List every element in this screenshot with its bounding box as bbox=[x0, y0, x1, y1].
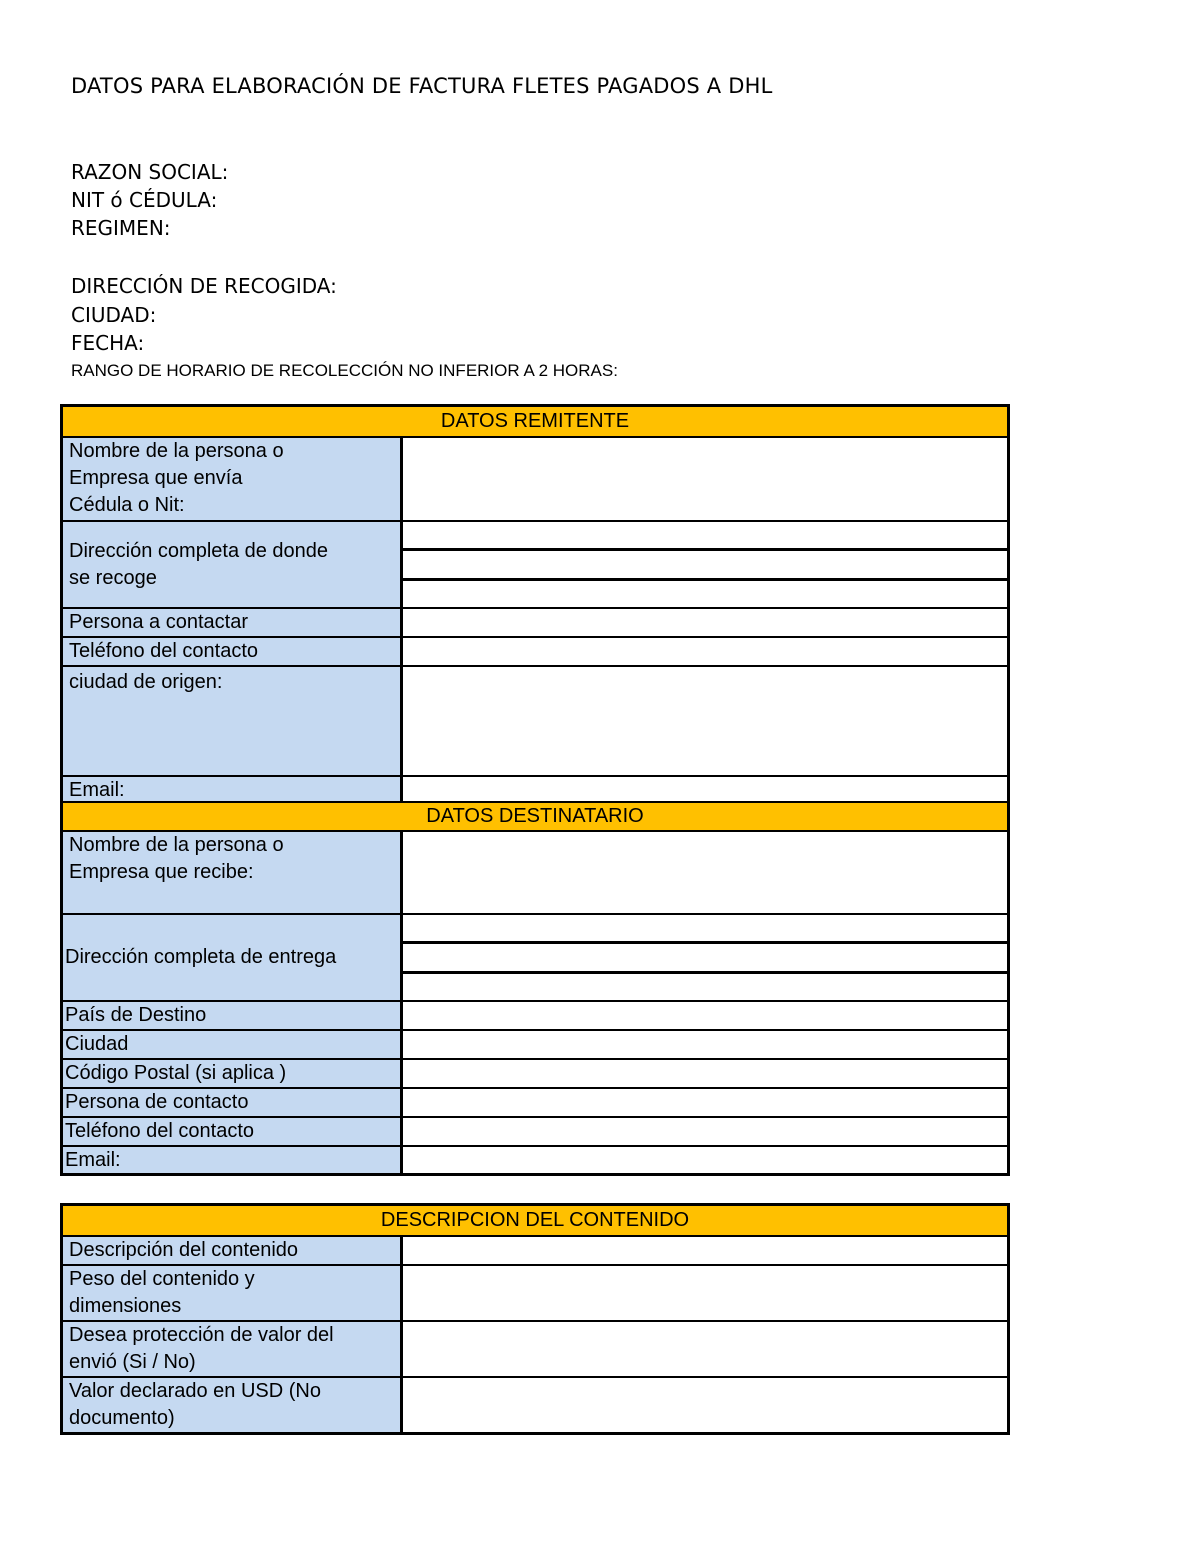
proteccion-valor-label: Desea protección de valor del envió (Si / No) bbox=[63, 1322, 403, 1376]
form-row bbox=[63, 636, 1007, 665]
nit-label: NIT ó CÉDULA: bbox=[71, 188, 218, 212]
email-remitente-label: Email: bbox=[63, 777, 403, 803]
form-row bbox=[63, 1376, 1007, 1432]
pais-destino-field[interactable] bbox=[403, 1002, 1007, 1029]
direccion-recoge-fields bbox=[403, 522, 1007, 607]
form-row bbox=[63, 1264, 1007, 1320]
valor-declarado-label: Valor declarado en USD (No documento) bbox=[63, 1378, 403, 1432]
form-row bbox=[63, 830, 1007, 913]
ciudad-destino-field[interactable] bbox=[403, 1031, 1007, 1058]
contenido-heading: DESCRIPCION DEL CONTENIDO bbox=[63, 1206, 1007, 1235]
nombre-envia-label: Nombre de la persona o Empresa que envía Cédula o Nit: bbox=[63, 438, 403, 520]
form-row bbox=[63, 775, 1007, 803]
direccion-recoge-label: Dirección completa de donde se recoge bbox=[63, 522, 403, 607]
direccion-entrega-line-3[interactable] bbox=[403, 971, 1007, 1000]
telefono-destinatario-field[interactable] bbox=[403, 1118, 1007, 1145]
direccion-recogida-label: DIRECCIÓN DE RECOGIDA: bbox=[71, 274, 337, 298]
form-row bbox=[63, 1058, 1007, 1087]
form-row bbox=[63, 520, 1007, 607]
email-remitente-field[interactable] bbox=[403, 777, 1007, 803]
nombre-envia-field[interactable] bbox=[403, 438, 1007, 520]
ciudad-destino-label: Ciudad bbox=[63, 1031, 403, 1058]
direccion-recoge-line-1[interactable] bbox=[403, 522, 1007, 548]
form-row bbox=[63, 436, 1007, 520]
email-destinatario-label: Email: bbox=[63, 1147, 403, 1173]
contenido-section bbox=[60, 1203, 1010, 1435]
ciudad-label: CIUDAD: bbox=[71, 303, 157, 327]
persona-contactar-field[interactable] bbox=[403, 609, 1007, 636]
ciudad-origen-label: ciudad de origen: bbox=[63, 667, 403, 775]
destinatario-heading: DATOS DESTINATARIO bbox=[63, 801, 1007, 830]
telefono-destinatario-label: Teléfono del contacto bbox=[63, 1118, 403, 1145]
form-row bbox=[63, 1000, 1007, 1029]
pais-destino-label: País de Destino bbox=[63, 1002, 403, 1029]
form-row bbox=[63, 1320, 1007, 1376]
rango-horario-label: RANGO DE HORARIO DE RECOLECCIÓN NO INFERIOR A 2 HORAS: bbox=[71, 361, 618, 380]
nombre-recibe-field[interactable] bbox=[403, 832, 1007, 913]
persona-contacto-label: Persona de contacto bbox=[63, 1089, 403, 1116]
proteccion-valor-field[interactable] bbox=[403, 1322, 1007, 1376]
telefono-remitente-label: Teléfono del contacto bbox=[63, 638, 403, 665]
direccion-recoge-line-3[interactable] bbox=[403, 578, 1007, 607]
valor-declarado-field[interactable] bbox=[403, 1378, 1007, 1432]
form-row bbox=[63, 607, 1007, 636]
fecha-label: FECHA: bbox=[71, 331, 145, 355]
form-row bbox=[63, 913, 1007, 1000]
razon-social-label: RAZON SOCIAL: bbox=[71, 160, 229, 184]
telefono-remitente-field[interactable] bbox=[403, 638, 1007, 665]
form-row bbox=[63, 1116, 1007, 1145]
codigo-postal-field[interactable] bbox=[403, 1060, 1007, 1087]
direccion-entrega-fields bbox=[403, 915, 1007, 1000]
document-title: DATOS PARA ELABORACIÓN DE FACTURA FLETES PAGADOS A DHL bbox=[71, 74, 773, 98]
codigo-postal-label: Código Postal (si aplica ) bbox=[63, 1060, 403, 1087]
form-row bbox=[63, 1235, 1007, 1264]
remitente-heading: DATOS REMITENTE bbox=[63, 407, 1007, 436]
remitente-section bbox=[60, 404, 1010, 806]
persona-contacto-field[interactable] bbox=[403, 1089, 1007, 1116]
peso-dimensiones-label: Peso del contenido y dimensiones bbox=[63, 1266, 403, 1320]
descripcion-contenido-field[interactable] bbox=[403, 1237, 1007, 1264]
email-destinatario-field[interactable] bbox=[403, 1147, 1007, 1173]
direccion-entrega-label: Dirección completa de entrega bbox=[63, 915, 403, 1000]
ciudad-origen-field[interactable] bbox=[403, 667, 1007, 775]
direccion-entrega-line-1[interactable] bbox=[403, 915, 1007, 941]
direccion-recoge-line-2[interactable] bbox=[403, 548, 1007, 577]
persona-contactar-label: Persona a contactar bbox=[63, 609, 403, 636]
regimen-label: REGIMEN: bbox=[71, 216, 171, 240]
descripcion-contenido-label: Descripción del contenido bbox=[63, 1237, 403, 1264]
nombre-recibe-label: Nombre de la persona o Empresa que recibe: bbox=[63, 832, 403, 913]
form-row bbox=[63, 1029, 1007, 1058]
peso-dimensiones-field[interactable] bbox=[403, 1266, 1007, 1320]
direccion-entrega-line-2[interactable] bbox=[403, 941, 1007, 970]
destinatario-section bbox=[60, 801, 1010, 1176]
form-row bbox=[63, 1087, 1007, 1116]
form-row bbox=[63, 1145, 1007, 1173]
form-row bbox=[63, 665, 1007, 775]
